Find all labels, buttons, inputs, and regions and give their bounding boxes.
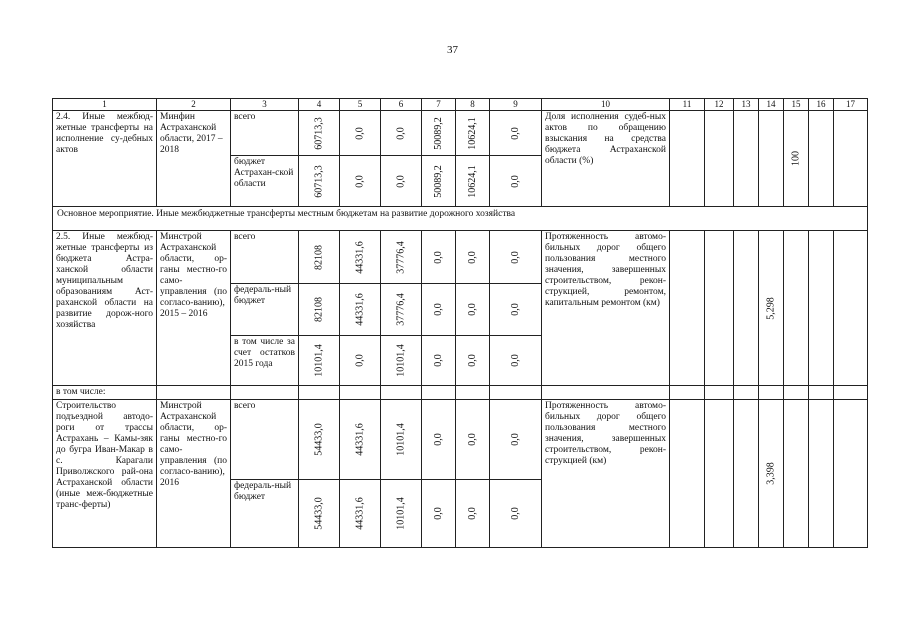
value-cell: 37776,4 [381, 284, 422, 336]
indicator-cell: Протяженность автомо-бильных дорог общего пользования местного значения, завершенных строительством, рекон-струкцией, ремонтом, капитальным ремонтом (км) [542, 231, 670, 386]
value-cell: 44331,6 [340, 284, 381, 336]
section-title: Основное мероприятие. Иные межбюджетные трансферты местным бюджетам на развитие дорожного хозяйства [53, 207, 868, 231]
value-cell: 37776,4 [381, 231, 422, 284]
value-cell: 0,0 [422, 231, 456, 284]
value-cell: 10101,4 [381, 480, 422, 548]
header-cell: 2 [157, 99, 231, 111]
header-cell: 17 [834, 99, 868, 111]
header-row [53, 99, 868, 111]
value-cell: 0,0 [490, 111, 542, 156]
executor-cell: Минстрой Астраханской области, ор-ганы местно-го само-управления (по согласо-ванию), 2015 – 2016 [157, 231, 231, 386]
value-cell: 0,0 [422, 336, 456, 386]
value-cell: 54433,0 [299, 480, 340, 548]
subsection-label: в том числе: [53, 386, 157, 400]
source-cell: всего [231, 111, 299, 156]
header-cell: 6 [381, 99, 422, 111]
indicator-cell: Протяженность автомо-бильных дорог общего пользования местного значения, завершенных строительством, рекон-струкцией (км) [542, 400, 670, 548]
source-cell: в том числе за счет остатков 2015 года [231, 336, 299, 386]
value-cell: 0,0 [422, 284, 456, 336]
value-cell: 50089,2 [422, 156, 456, 207]
header-cell: 9 [490, 99, 542, 111]
value-cell: 0,0 [490, 284, 542, 336]
header-cell: 16 [809, 99, 834, 111]
measure-name: 2.5. Иные межбюд-жетные трансферты из бюджета Астра-ханской области муниципальным образованиям Аст-раханской области на развитие дорож-ного хозяйства [53, 231, 157, 386]
header-cell: 10 [542, 99, 670, 111]
value-cell: 3,398 [759, 400, 784, 548]
section-row [53, 207, 868, 231]
value-cell: 0,0 [422, 400, 456, 480]
header-cell: 1 [53, 99, 157, 111]
section-row [53, 386, 868, 400]
value-cell: 10101,4 [299, 336, 340, 386]
source-cell: всего [231, 400, 299, 480]
value-cell: 54433,0 [299, 400, 340, 480]
value-cell: 0,0 [490, 400, 542, 480]
header-cell: 11 [670, 99, 705, 111]
value-cell: 0,0 [490, 156, 542, 207]
source-cell: федераль-ный бюджет [231, 480, 299, 548]
value-cell: 0,0 [456, 231, 490, 284]
indicator-cell: Доля исполнения судеб-ных актов по обращению взыскания на средства бюджета Астраханской области (%) [542, 111, 670, 207]
header-cell: 13 [734, 99, 759, 111]
value-cell: 10624,1 [456, 111, 490, 156]
source-cell: всего [231, 231, 299, 284]
value-cell: 0,0 [340, 336, 381, 386]
value-cell: 10624,1 [456, 156, 490, 207]
value-cell: 44331,6 [340, 480, 381, 548]
table-row [53, 231, 868, 284]
value-cell: 0,0 [340, 111, 381, 156]
value-cell: 0,0 [381, 156, 422, 207]
value-cell: 0,0 [340, 156, 381, 207]
header-cell: 15 [784, 99, 809, 111]
measure-name: 2.4. Иные межбюд-жетные трансферты на исполнение су-дебных актов [53, 111, 157, 207]
value-cell: 50089,2 [422, 111, 456, 156]
header-cell: 5 [340, 99, 381, 111]
value-cell: 5,298 [759, 231, 784, 386]
header-cell: 14 [759, 99, 784, 111]
value-cell: 44331,6 [340, 400, 381, 480]
source-cell: федераль-ный бюджет [231, 284, 299, 336]
value-cell: 60713,3 [299, 156, 340, 207]
table-row [53, 111, 868, 156]
value-cell: 10101,4 [381, 400, 422, 480]
program-table [52, 98, 868, 548]
value-cell: 82108 [299, 231, 340, 284]
header-cell: 12 [705, 99, 734, 111]
value-cell: 100 [784, 111, 809, 207]
value-cell: 82108 [299, 284, 340, 336]
page-number: 37 [447, 44, 458, 56]
value-cell: 0,0 [490, 231, 542, 284]
value-cell: 44331,6 [340, 231, 381, 284]
value-cell: 0,0 [490, 336, 542, 386]
header-cell: 7 [422, 99, 456, 111]
value-cell: 0,0 [490, 480, 542, 548]
executor-cell: Минстрой Астраханской области, ор-ганы местно-го само-управления (по согласо-ванию), 2016 [157, 400, 231, 548]
measure-name: Строительство подъездной автодо-роги от трассы Астрахань – Камы-зяк до бугра Иван-Макар в с. Карагали Приволжского рай-она Астраханской области (иные меж-бюджетные транс-ферты) [53, 400, 157, 548]
value-cell: 10101,4 [381, 336, 422, 386]
value-cell: 0,0 [381, 111, 422, 156]
value-cell: 0,0 [456, 336, 490, 386]
header-cell: 3 [231, 99, 299, 111]
value-cell: 60713,3 [299, 111, 340, 156]
executor-cell: Минфин Астраханской области, 2017 – 2018 [157, 111, 231, 207]
table-row [53, 400, 868, 480]
source-cell: бюджет Астрахан-ской области [231, 156, 299, 207]
value-cell: 0,0 [422, 480, 456, 548]
value-cell: 0,0 [456, 400, 490, 480]
value-cell: 0,0 [456, 480, 490, 548]
value-cell: 0,0 [456, 284, 490, 336]
header-cell: 8 [456, 99, 490, 111]
header-cell: 4 [299, 99, 340, 111]
